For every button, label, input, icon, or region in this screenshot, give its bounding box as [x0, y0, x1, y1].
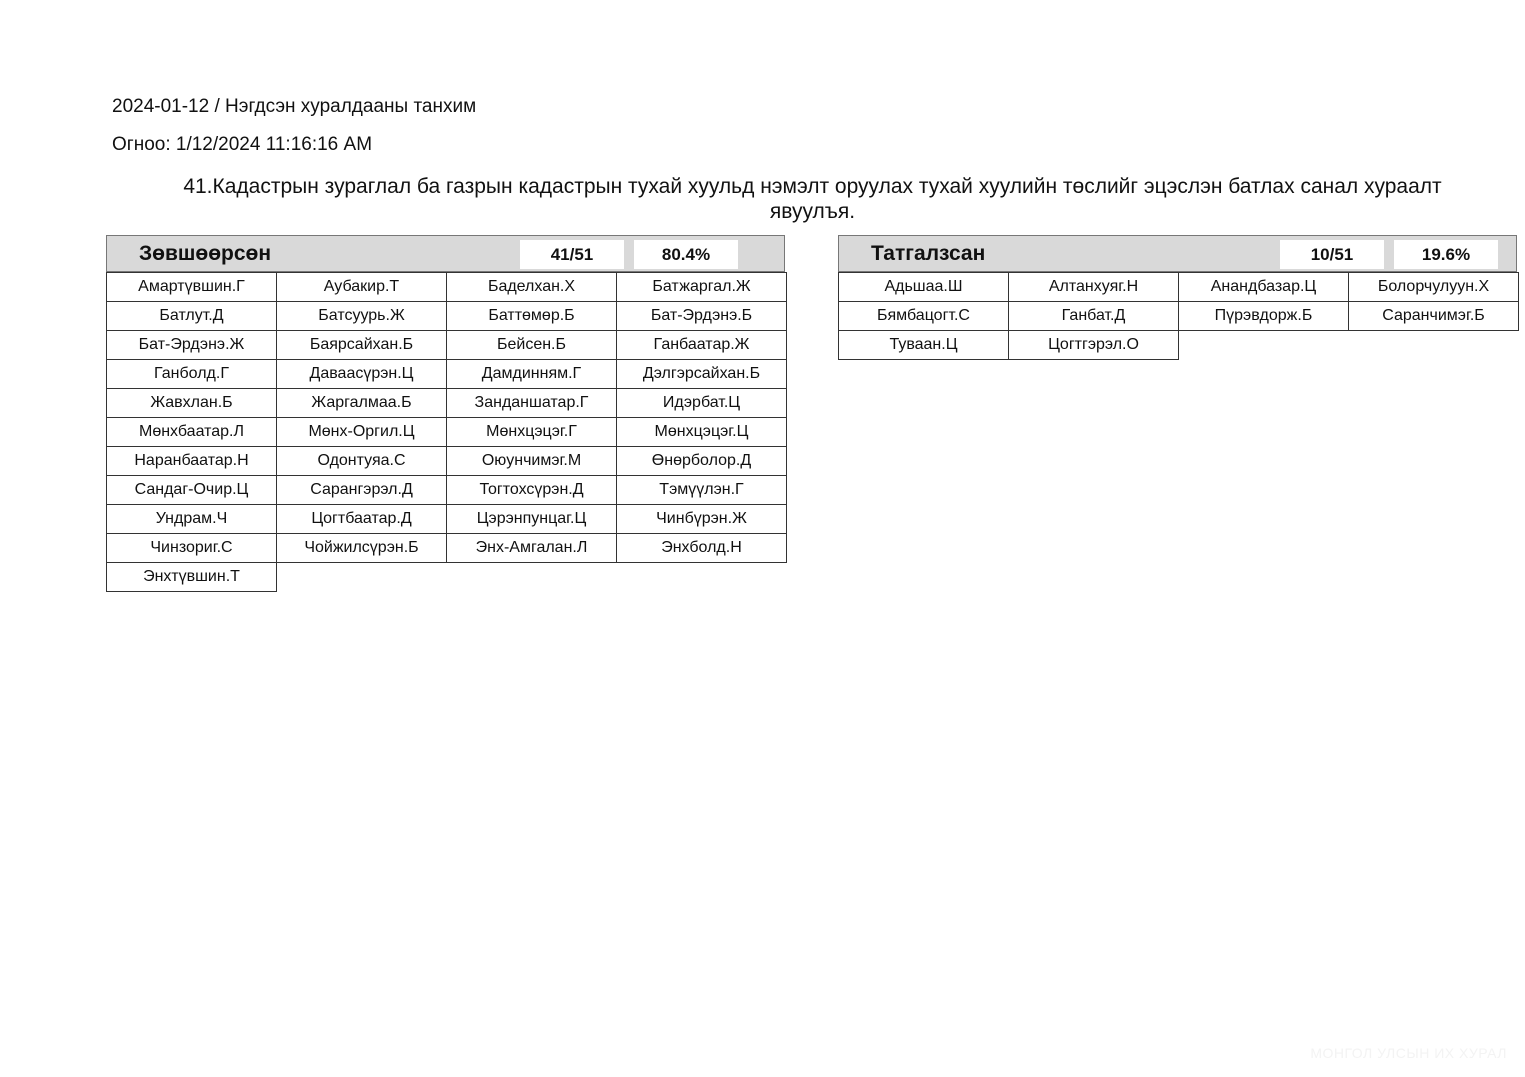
approved-section: [106, 235, 785, 592]
member-name: Баярсайхан.Б: [276, 330, 447, 360]
member-name: Батжаргал.Ж: [616, 272, 787, 302]
member-name: Идэрбат.Ц: [616, 388, 787, 418]
member-name: Сандаг-Очир.Ц: [106, 475, 277, 505]
member-name: Даваасүрэн.Ц: [276, 359, 447, 389]
rejected-title: Татгалзсан: [871, 242, 986, 265]
member-name: Занданшатар.Г: [446, 388, 617, 418]
member-name: Тогтохсүрэн.Д: [446, 475, 617, 505]
member-name: Адьшаа.Ш: [838, 272, 1009, 302]
member-name: Өнөрболор.Д: [616, 446, 787, 476]
member-name: Тэмүүлэн.Г: [616, 475, 787, 505]
rejected-name-grid: [838, 272, 1517, 360]
member-name: Сарангэрэл.Д: [276, 475, 447, 505]
member-name: Цэрэнпунцаг.Ц: [446, 504, 617, 534]
approved-percent: 80.4%: [634, 240, 738, 269]
member-name: Жавхлан.Б: [106, 388, 277, 418]
member-name: Цогтгэрэл.О: [1008, 330, 1179, 360]
member-name: Оюунчимэг.М: [446, 446, 617, 476]
member-name: Батсуурь.Ж: [276, 301, 447, 331]
member-name: Анандбазар.Ц: [1178, 272, 1349, 302]
motion-title: 41.Кадастрын зураглал ба газрын кадастрын тухай хуульд нэмэлт оруулах тухай хуулийн төслийг эцэслэн батлах санал хураалт явуулъя.: [183, 175, 1442, 223]
session-title: 2024-01-12 / Нэгдсэн хуралдааны танхим: [112, 96, 477, 117]
approved-header: [106, 235, 785, 272]
watermark: МОНГОЛ УЛСЫН ИХ ХУРАЛ: [1310, 1045, 1507, 1061]
member-name: Болорчулуун.Х: [1348, 272, 1519, 302]
member-name: Пүрэвдорж.Б: [1178, 301, 1349, 331]
member-name: Бейсен.Б: [446, 330, 617, 360]
member-name: Туваан.Ц: [838, 330, 1009, 360]
member-name: Бат-Эрдэнэ.Ж: [106, 330, 277, 360]
approved-title: Зөвшөөрсөн: [139, 242, 272, 265]
member-name: Энхболд.Н: [616, 533, 787, 563]
member-name: Одонтуяа.С: [276, 446, 447, 476]
member-name: Батлут.Д: [106, 301, 277, 331]
member-name: Чинбүрэн.Ж: [616, 504, 787, 534]
member-name: Ундрам.Ч: [106, 504, 277, 534]
member-name: Чинзориг.С: [106, 533, 277, 563]
member-name: Дамдинням.Г: [446, 359, 617, 389]
rejected-section: [838, 235, 1517, 360]
member-name: Баделхан.Х: [446, 272, 617, 302]
member-name: Жаргалмаа.Б: [276, 388, 447, 418]
member-name: Мөнх-Оргил.Ц: [276, 417, 447, 447]
member-name: Мөнхбаатар.Л: [106, 417, 277, 447]
member-name: Баттөмөр.Б: [446, 301, 617, 331]
member-name: Чойжилсүрэн.Б: [276, 533, 447, 563]
member-name: Ганболд.Г: [106, 359, 277, 389]
member-name: Наранбаатар.Н: [106, 446, 277, 476]
approved-count: 41/51: [520, 240, 624, 269]
member-name: Саранчимэг.Б: [1348, 301, 1519, 331]
vote-date: Огноо: 1/12/2024 11:16:16 AM: [112, 134, 373, 155]
rejected-header: [838, 235, 1517, 272]
member-name: Энх-Амгалан.Л: [446, 533, 617, 563]
member-name: Аубакир.Т: [276, 272, 447, 302]
rejected-count: 10/51: [1280, 240, 1384, 269]
member-name: Бат-Эрдэнэ.Б: [616, 301, 787, 331]
member-name: Алтанхуяг.Н: [1008, 272, 1179, 302]
member-name: Ганбаатар.Ж: [616, 330, 787, 360]
member-name: Мөнхцэцэг.Г: [446, 417, 617, 447]
member-name: Мөнхцэцэг.Ц: [616, 417, 787, 447]
rejected-percent: 19.6%: [1394, 240, 1498, 269]
member-name: Цогтбаатар.Д: [276, 504, 447, 534]
member-name: Бямбацогт.С: [838, 301, 1009, 331]
member-name: Дэлгэрсайхан.Б: [616, 359, 787, 389]
member-name: Энхтүвшин.Т: [106, 562, 277, 592]
member-name: Ганбат.Д: [1008, 301, 1179, 331]
member-name: Амартүвшин.Г: [106, 272, 277, 302]
approved-name-grid: [106, 272, 785, 592]
